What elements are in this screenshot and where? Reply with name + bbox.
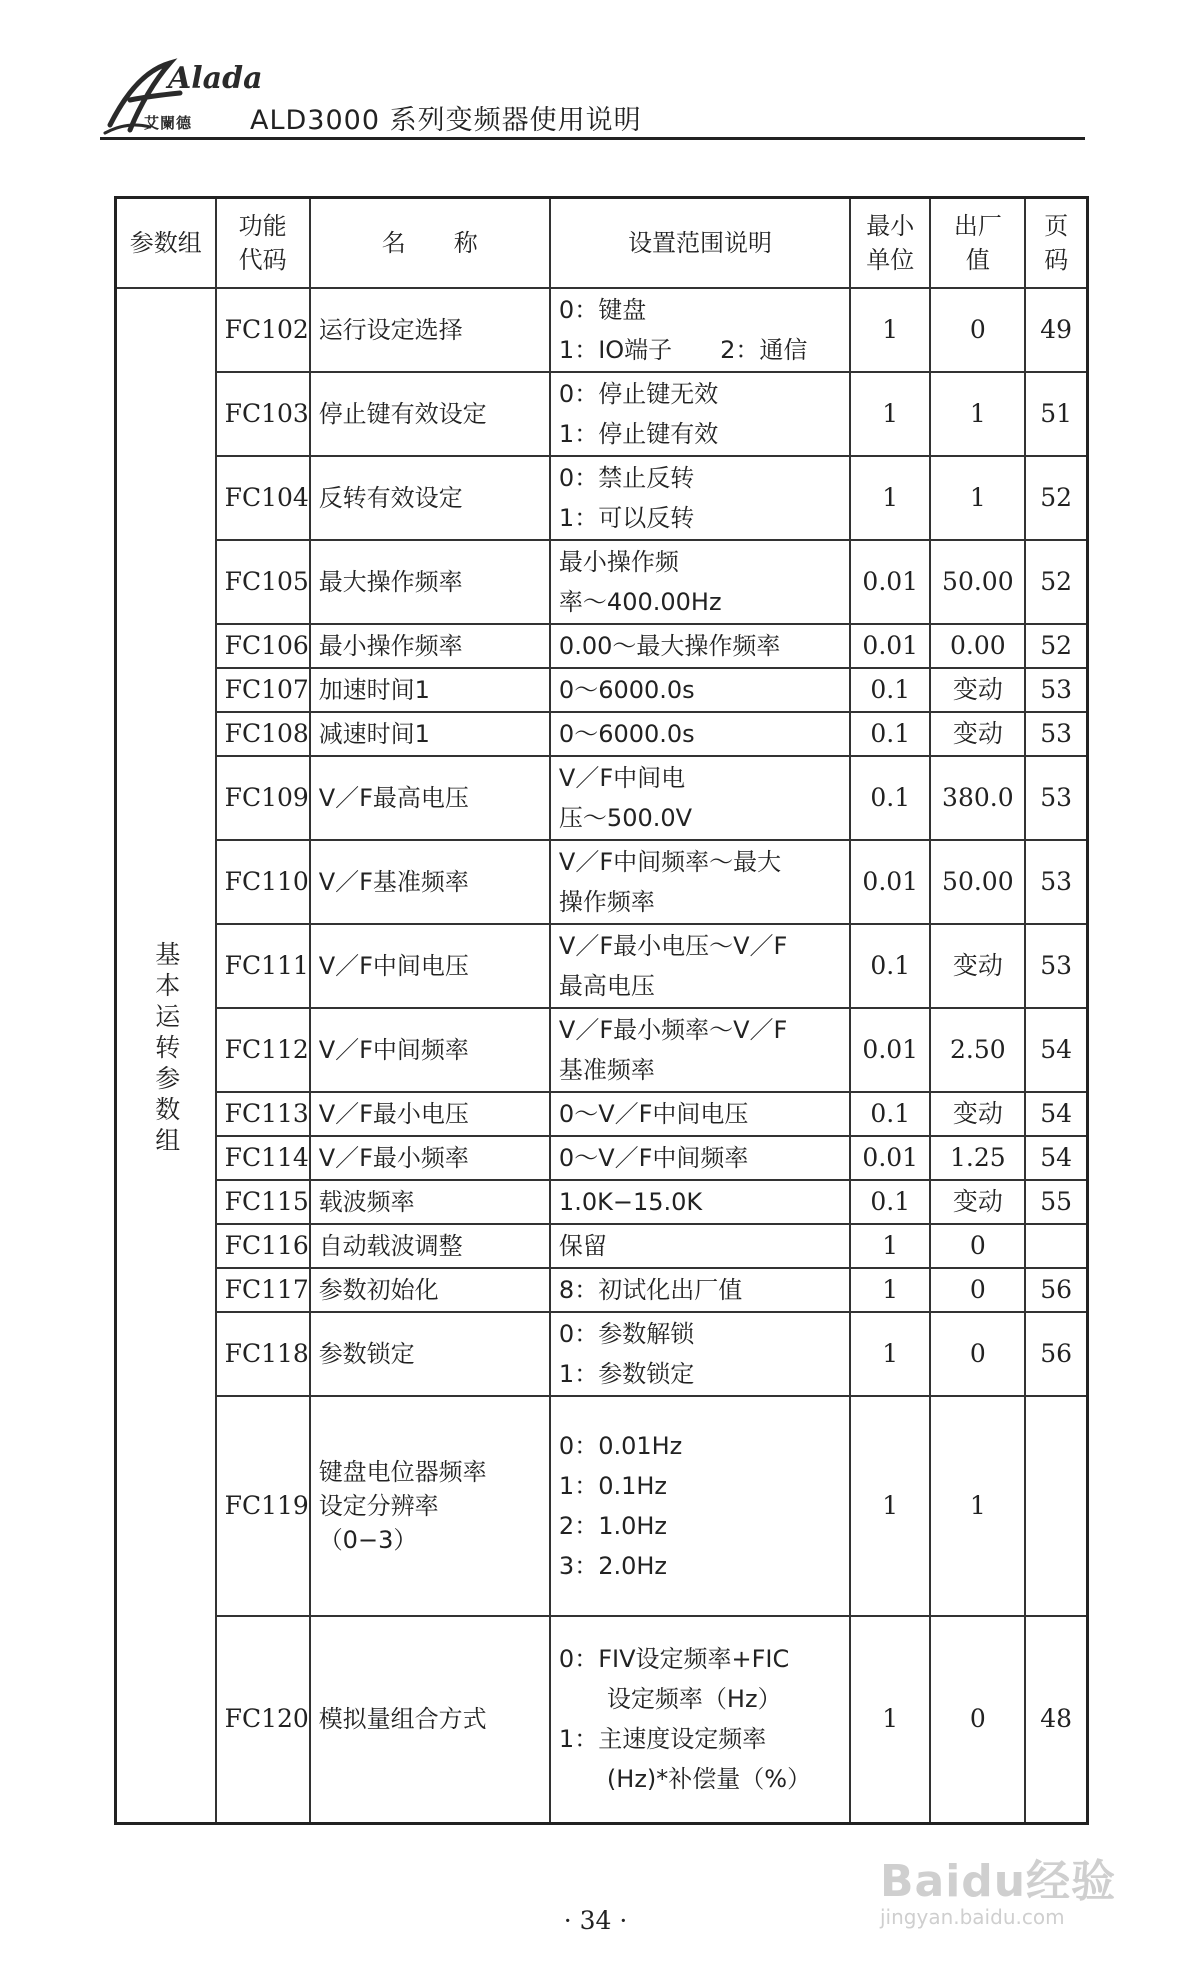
default-cell: 1 — [930, 1396, 1025, 1616]
range-line: 保留 — [558, 1231, 607, 1260]
code-cell: FC109 — [216, 756, 310, 840]
table-row — [116, 756, 1088, 840]
default-cell: 0 — [930, 288, 1025, 372]
header-page-line2: 码 — [1044, 245, 1069, 274]
page-number: · 34 · — [563, 1906, 628, 1935]
min-unit-cell: 0.1 — [850, 1180, 930, 1224]
range-line: V／F最小电压～V／F — [558, 931, 788, 960]
page-cell: 52 — [1025, 624, 1087, 668]
range-cell — [550, 1136, 850, 1180]
code-cell: FC112 — [216, 1008, 310, 1092]
name-line: 自动载波调整 — [318, 1231, 463, 1260]
page-cell: 53 — [1025, 756, 1087, 840]
range-cell — [550, 668, 850, 712]
table-row — [116, 1616, 1088, 1824]
table-row — [116, 668, 1088, 712]
name-line: V／F中间电压 — [318, 951, 469, 980]
range-cell — [550, 1008, 850, 1092]
range-line: 0～V／F中间频率 — [558, 1143, 749, 1172]
range-cell — [550, 456, 850, 540]
range-cell — [550, 1092, 850, 1136]
code-cell: FC117 — [216, 1268, 310, 1312]
range-line: 操作频率 — [558, 887, 655, 916]
min-unit-cell: 0.1 — [850, 756, 930, 840]
page-header — [100, 55, 1085, 140]
range-line: 1：参数锁定 — [558, 1359, 695, 1388]
code-cell: FC102 — [216, 288, 310, 372]
page-cell: 52 — [1025, 456, 1087, 540]
name-cell — [310, 540, 550, 624]
page-cell: 54 — [1025, 1136, 1087, 1180]
group-label: 基本运转参数组 — [151, 940, 181, 1158]
name-cell — [310, 1136, 550, 1180]
header-code — [216, 198, 310, 288]
name-line: 最大操作频率 — [318, 567, 463, 596]
range-cell — [550, 624, 850, 668]
page-cell: 49 — [1025, 288, 1087, 372]
page-cell: 53 — [1025, 840, 1087, 924]
range-cell — [550, 1224, 850, 1268]
name-line: 最小操作频率 — [318, 631, 463, 660]
header-default-line1: 出厂 — [953, 211, 1002, 240]
min-unit-cell: 1 — [850, 1396, 930, 1616]
min-unit-cell: 0.1 — [850, 712, 930, 756]
min-unit-cell: 1 — [850, 1616, 930, 1824]
range-cell — [550, 1312, 850, 1396]
default-cell: 变动 — [930, 924, 1025, 1008]
table-row — [116, 1136, 1088, 1180]
name-line: 运行设定选择 — [318, 315, 463, 344]
page-cell — [1025, 1396, 1087, 1616]
name-line: 模拟量组合方式 — [318, 1705, 487, 1734]
table-row — [116, 924, 1088, 1008]
code-cell: FC110 — [216, 840, 310, 924]
default-cell: 50.00 — [930, 840, 1025, 924]
header-default-line2: 值 — [965, 245, 990, 274]
range-line: 1：主速度设定频率 — [558, 1725, 767, 1754]
page-cell — [1025, 1224, 1087, 1268]
range-line: 0～V／F中间电压 — [558, 1099, 749, 1128]
min-unit-cell: 1 — [850, 288, 930, 372]
range-line: 2：1.0Hz — [558, 1511, 668, 1540]
range-line: (Hz)*补偿量（%） — [558, 1765, 812, 1794]
name-cell — [310, 1180, 550, 1224]
range-line: 0：FIV设定频率+FIC — [558, 1645, 790, 1674]
range-line: 0.00～最大操作频率 — [558, 631, 781, 660]
min-unit-cell: 1 — [850, 372, 930, 456]
code-cell: FC120 — [216, 1616, 310, 1824]
parameter-table — [114, 196, 1089, 1825]
name-cell — [310, 668, 550, 712]
default-cell: 380.0 — [930, 756, 1025, 840]
name-line: V／F中间频率 — [318, 1035, 469, 1064]
table-row — [116, 1396, 1088, 1616]
range-line: 1：IO端子 2：通信 — [558, 335, 808, 364]
min-unit-cell: 0.1 — [850, 1092, 930, 1136]
default-cell: 变动 — [930, 668, 1025, 712]
name-line: V／F基准频率 — [318, 867, 469, 896]
range-cell — [550, 924, 850, 1008]
default-cell: 0.00 — [930, 624, 1025, 668]
table-row — [116, 1092, 1088, 1136]
name-line: 参数初始化 — [318, 1275, 439, 1304]
table-row — [116, 1268, 1088, 1312]
min-unit-cell: 1 — [850, 1268, 930, 1312]
name-cell — [310, 1396, 550, 1616]
name-cell — [310, 288, 550, 372]
default-cell: 1 — [930, 456, 1025, 540]
code-cell: FC106 — [216, 624, 310, 668]
header-code-line1: 功能 — [238, 211, 287, 240]
name-line: 停止键有效设定 — [318, 399, 487, 428]
table-row — [116, 540, 1088, 624]
page-cell: 56 — [1025, 1312, 1087, 1396]
header-min-unit-line2: 单位 — [866, 245, 915, 274]
code-cell: FC108 — [216, 712, 310, 756]
table-row — [116, 712, 1088, 756]
range-cell — [550, 1180, 850, 1224]
header-default — [930, 198, 1025, 288]
page-cell: 56 — [1025, 1268, 1087, 1312]
name-cell — [310, 924, 550, 1008]
default-cell: 2.50 — [930, 1008, 1025, 1092]
table-row — [116, 1312, 1088, 1396]
code-cell: FC103 — [216, 372, 310, 456]
name-line: 减速时间1 — [318, 719, 430, 748]
table-row — [116, 840, 1088, 924]
name-cell — [310, 1268, 550, 1312]
name-line: 设定分辨率 — [318, 1491, 439, 1520]
code-cell: FC118 — [216, 1312, 310, 1396]
min-unit-cell: 1 — [850, 1312, 930, 1396]
default-cell: 50.00 — [930, 540, 1025, 624]
range-line: 0：键盘 — [558, 295, 647, 324]
table-body — [116, 288, 1088, 1824]
header-min-unit-line1: 最小 — [866, 211, 915, 240]
header-name: 名 称 — [310, 198, 550, 288]
table-row — [116, 288, 1088, 372]
default-cell: 0 — [930, 1224, 1025, 1268]
default-cell: 变动 — [930, 1180, 1025, 1224]
brand-logo-text: Alada — [168, 61, 263, 96]
name-line: 参数锁定 — [318, 1339, 415, 1368]
min-unit-cell: 0.1 — [850, 668, 930, 712]
range-cell — [550, 1616, 850, 1824]
page-cell: 55 — [1025, 1180, 1087, 1224]
watermark-main-text: Baidu经验 — [880, 1856, 1117, 1907]
range-cell — [550, 288, 850, 372]
name-cell — [310, 840, 550, 924]
range-line: 1：停止键有效 — [558, 419, 719, 448]
range-line: 压～500.0V — [558, 803, 693, 832]
range-cell — [550, 712, 850, 756]
code-cell: FC111 — [216, 924, 310, 1008]
range-cell — [550, 540, 850, 624]
table-row — [116, 372, 1088, 456]
name-cell — [310, 1224, 550, 1268]
name-cell — [310, 1616, 550, 1824]
code-cell: FC114 — [216, 1136, 310, 1180]
page-cell: 53 — [1025, 712, 1087, 756]
range-cell — [550, 1268, 850, 1312]
default-cell: 0 — [930, 1312, 1025, 1396]
page-cell: 54 — [1025, 1092, 1087, 1136]
range-cell — [550, 1396, 850, 1616]
group-cell — [116, 288, 216, 1824]
range-line: 0：停止键无效 — [558, 379, 719, 408]
default-cell: 变动 — [930, 1092, 1025, 1136]
table-row — [116, 1180, 1088, 1224]
name-cell — [310, 756, 550, 840]
range-line: 0～6000.0s — [558, 719, 695, 748]
default-cell: 0 — [930, 1268, 1025, 1312]
name-line: 键盘电位器频率 — [318, 1457, 487, 1486]
brand-logo-subtext: 艾闌德 — [144, 114, 193, 132]
name-cell — [310, 712, 550, 756]
name-line: 加速时间1 — [318, 675, 430, 704]
min-unit-cell: 0.01 — [850, 540, 930, 624]
range-line: 设定频率（Hz） — [558, 1685, 782, 1714]
min-unit-cell: 1 — [850, 456, 930, 540]
name-cell — [310, 1312, 550, 1396]
brand-logo — [100, 55, 263, 140]
range-line: 1：0.1Hz — [558, 1471, 668, 1500]
name-line: （0−3） — [318, 1525, 418, 1554]
name-line: V／F最高电压 — [318, 783, 469, 812]
name-line: V／F最小频率 — [318, 1143, 469, 1172]
default-cell: 变动 — [930, 712, 1025, 756]
table-row — [116, 1008, 1088, 1092]
code-cell: FC113 — [216, 1092, 310, 1136]
baidu-watermark — [880, 1845, 1116, 1929]
range-line: 0：0.01Hz — [558, 1431, 683, 1460]
page-cell: 51 — [1025, 372, 1087, 456]
table-row — [116, 624, 1088, 668]
range-line: 最高电压 — [558, 971, 655, 1000]
header-range: 设置范围说明 — [550, 198, 850, 288]
range-line: 率～400.00Hz — [558, 587, 722, 616]
name-line: V／F最小电压 — [318, 1099, 469, 1128]
range-line: 1.0K−15.0K — [558, 1187, 703, 1216]
name-cell — [310, 372, 550, 456]
range-cell — [550, 756, 850, 840]
range-line: V／F中间电 — [558, 763, 686, 792]
range-cell — [550, 372, 850, 456]
min-unit-cell: 0.01 — [850, 840, 930, 924]
code-cell: FC104 — [216, 456, 310, 540]
name-cell — [310, 1092, 550, 1136]
page-cell: 53 — [1025, 924, 1087, 1008]
min-unit-cell: 0.01 — [850, 1136, 930, 1180]
code-cell: FC105 — [216, 540, 310, 624]
code-cell: FC119 — [216, 1396, 310, 1616]
default-cell: 1.25 — [930, 1136, 1025, 1180]
range-line: 3：2.0Hz — [558, 1551, 668, 1580]
range-line: 0：参数解锁 — [558, 1319, 695, 1348]
watermark-sub-text: jingyan.baidu.com — [880, 1905, 1065, 1929]
document-title: ALD3000 系列变频器使用说明 — [250, 105, 642, 136]
code-cell: FC107 — [216, 668, 310, 712]
page-cell: 52 — [1025, 540, 1087, 624]
min-unit-cell: 0.1 — [850, 924, 930, 1008]
min-unit-cell: 0.01 — [850, 624, 930, 668]
range-line: 最小操作频 — [558, 547, 679, 576]
header-divider — [100, 137, 1085, 140]
range-line: 1：可以反转 — [558, 503, 695, 532]
header-code-line2: 代码 — [238, 245, 287, 274]
code-cell: FC115 — [216, 1180, 310, 1224]
code-cell: FC116 — [216, 1224, 310, 1268]
default-cell: 1 — [930, 372, 1025, 456]
range-line: 0～6000.0s — [558, 675, 695, 704]
name-cell — [310, 624, 550, 668]
page-cell: 54 — [1025, 1008, 1087, 1092]
header-group: 参数组 — [116, 198, 216, 288]
name-line: 载波频率 — [318, 1187, 415, 1216]
table-row — [116, 1224, 1088, 1268]
min-unit-cell: 0.01 — [850, 1008, 930, 1092]
name-cell — [310, 456, 550, 540]
range-line: 基准频率 — [558, 1055, 655, 1084]
table-header-row — [116, 198, 1088, 288]
range-line: 0：禁止反转 — [558, 463, 695, 492]
table-row — [116, 456, 1088, 540]
header-min-unit — [850, 198, 930, 288]
name-cell — [310, 1008, 550, 1092]
min-unit-cell: 1 — [850, 1224, 930, 1268]
page-cell: 48 — [1025, 1616, 1087, 1824]
default-cell: 0 — [930, 1616, 1025, 1824]
range-line: 8：初试化出厂值 — [558, 1275, 743, 1304]
name-line: 反转有效设定 — [318, 483, 463, 512]
range-line: V／F最小频率～V／F — [558, 1015, 788, 1044]
header-page — [1025, 198, 1087, 288]
page-cell: 53 — [1025, 668, 1087, 712]
range-line: V／F中间频率～最大 — [558, 847, 782, 876]
header-page-line1: 页 — [1044, 211, 1069, 240]
range-cell — [550, 840, 850, 924]
